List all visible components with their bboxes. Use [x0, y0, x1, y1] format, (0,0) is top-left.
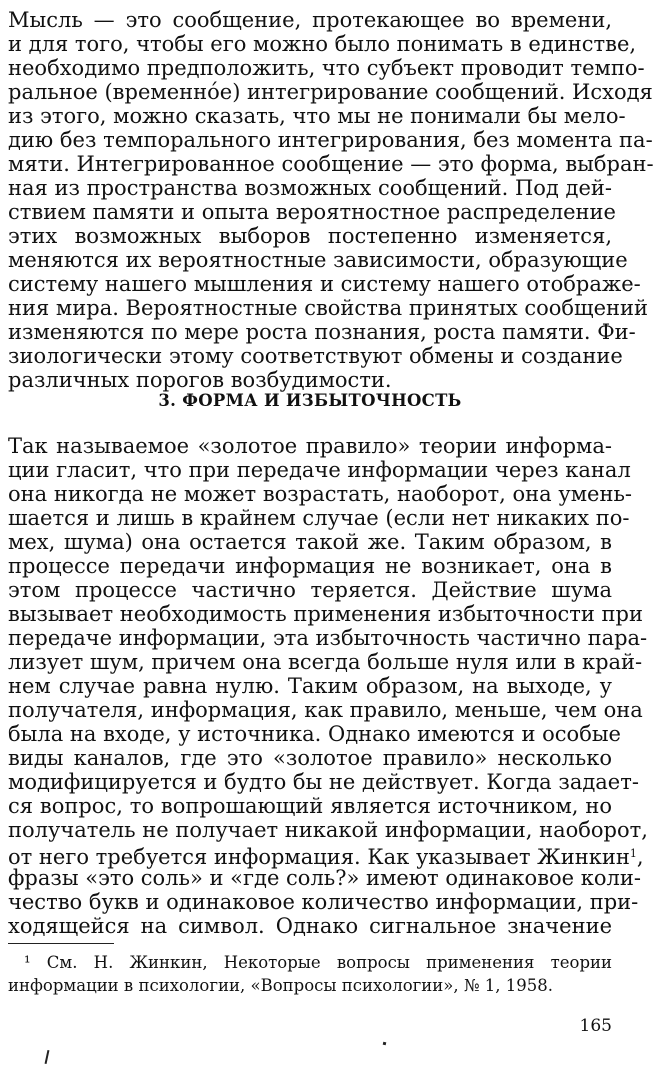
text-line: процессе передачи информация не возникает, она в [8, 554, 612, 578]
text-line: ции гласит, что при передаче информации через канал [8, 458, 631, 482]
footnote-divider [8, 943, 114, 944]
text-line: изменяются по мере роста познания, роста памяти. Фи- [8, 320, 636, 344]
text-line: и для того, чтобы его можно было понимать в единстве, [8, 32, 637, 56]
text-line: ся вопрос, то вопрошающий является источником, но [8, 794, 612, 818]
text-line: ходящейся на символ. Однако сигнальное значение [8, 914, 612, 938]
footnote-marker: 1 [629, 847, 637, 860]
text-line: от него требуется информация. Как указывает Жинкин$^1$, [8, 845, 644, 869]
text-line: этих возможных выборов постепенно изменяется, [8, 224, 612, 248]
scan-mark [383, 1042, 387, 1046]
footnote-line: информации в психологии, «Вопросы психологии», № 1, 1958. [8, 976, 553, 995]
text-line: передаче информации, эта избыточность частично пара- [8, 626, 648, 650]
text-line: ствием памяти и опыта вероятностное распределение [8, 200, 616, 224]
text-line: ная из пространства возможных сообщений. Под дей- [8, 176, 612, 200]
text-line: различных порогов возбудимости. [8, 368, 392, 392]
text-line: была на входе, у источника. Однако имеются и особые [8, 722, 621, 746]
text-line: ральное (временно́е) интегрирование сообщений. Исходя [8, 80, 653, 104]
text-line: она никогда не может возрастать, наоборот, она умень- [8, 482, 633, 506]
text-line: необходимо предположить, что субъект проводит темпо- [8, 56, 645, 80]
text-line: шается и лишь в крайнем случае (если нет никаких по- [8, 506, 630, 530]
footnote-line: ¹ См. Н. Жинкин, Некоторые вопросы применения теории [24, 953, 612, 972]
text-line: мяти. Интегрированное сообщение — это форма, выбран- [8, 152, 654, 176]
text-line: дию без темпорального интегрирования, без момента па- [8, 128, 653, 152]
text-line: этом процессе частично теряется. Действие шума [8, 578, 612, 602]
text-line: из этого, можно сказать, что мы не понимали бы мело- [8, 104, 626, 128]
text-line: вызывает необходимость применения избыточности при [8, 602, 643, 626]
text-line: зиологически этому соответствуют обмены и создание [8, 344, 623, 368]
text-line: мех, шума) она остается такой же. Таким образом, в [8, 530, 612, 554]
text-line: Мысль — это сообщение, протекающее во времени, [8, 8, 612, 32]
scan-mark [45, 1050, 50, 1064]
text-fragment: от него требуется информация. Как указывает Жинкин [8, 845, 630, 869]
text-line: лизует шум, причем она всегда больше нуля или в край- [8, 650, 643, 674]
text-line: получатель не получает никакой информации, наоборот, [8, 818, 648, 842]
text-line: получателя, информация, как правило, меньше, чем она [8, 698, 643, 722]
section-heading: 3. ФОРМА И ИЗБЫТОЧНОСТЬ [158, 391, 462, 410]
text-line: нем случае равна нулю. Таким образом, на выходе, у [8, 674, 612, 698]
text-line: Так называемое «золотое правило» теории информа- [8, 434, 612, 458]
text-line: ния мира. Вероятностные свойства принятых сообщений [8, 296, 648, 320]
text-line: модифицируется и будто бы не действует. Когда задает- [8, 770, 639, 794]
text-line: виды каналов, где это «золотое правило» несколько [8, 746, 612, 770]
text-line: меняются их вероятностные зависимости, образующие [8, 248, 628, 272]
text-line: чество букв и одинаковое количество информации, при- [8, 890, 639, 914]
page-number: 165 [579, 1016, 612, 1036]
text-line: систему нашего мышления и систему нашего отображе- [8, 272, 641, 296]
text-line: фразы «это соль» и «где соль?» имеют одинаковое коли- [8, 866, 641, 890]
